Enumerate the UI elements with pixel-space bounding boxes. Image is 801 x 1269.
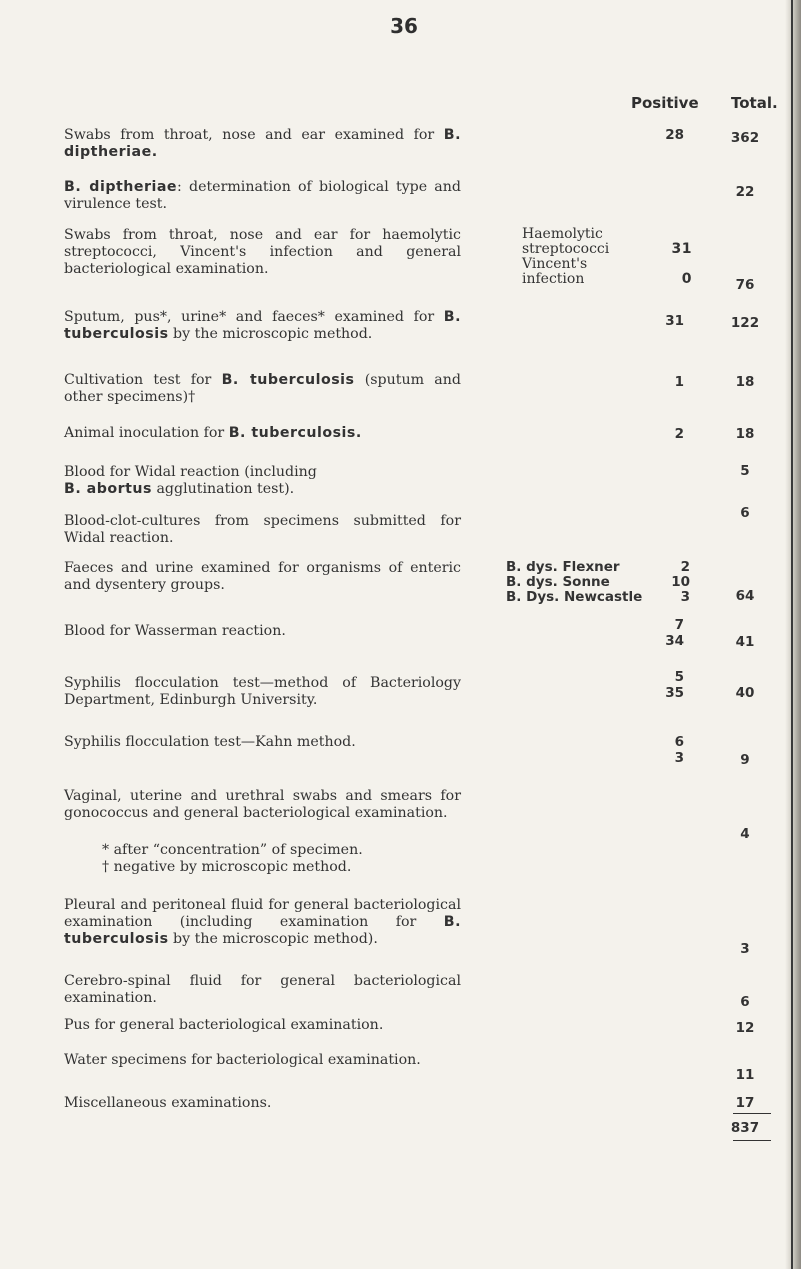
positive-value: 7 — [674, 617, 684, 633]
positive-value: 28 — [665, 127, 684, 143]
dysentery-breakdown — [506, 560, 690, 605]
breakdown-row: streptococci 31 — [522, 241, 692, 257]
breakdown-row: B. dys. Sonne 10 — [506, 574, 690, 590]
total-value: 9 — [740, 752, 750, 768]
row-description: Syphilis flocculation test—method of Bacteriology Department, Edinburgh University. — [64, 675, 461, 708]
organism-name: B. abortus — [64, 481, 152, 497]
positive-value: 1 — [674, 374, 684, 390]
row-description: B. diptheriae: determination of biological type and virulence test. — [64, 179, 461, 212]
total-column-header: Total. — [731, 94, 778, 112]
breakdown-row: B. dys. Flexner 2 — [506, 559, 690, 575]
total-value: 41 — [735, 634, 755, 650]
row-description: Blood-clot-cultures from specimens submitted for Widal reaction. — [64, 513, 461, 546]
row-description: Animal inoculation for B. tuberculosis. — [64, 425, 362, 441]
total-value: 6 — [740, 994, 750, 1010]
row-description: Faeces and urine examined for organisms of enteric and dysentery groups. — [64, 560, 461, 593]
row-description: Swabs from throat, nose and ear examined for B. diptheriae. — [64, 127, 461, 160]
positive-value: 2 — [674, 426, 684, 442]
organism-name: B. tuberculosis. — [228, 425, 362, 441]
row-description: Vaginal, uterine and urethral swabs and smears for gonococcus and general bacteriological examination. — [64, 788, 461, 821]
total-value: 6 — [740, 505, 750, 521]
organism-name: B. tuberculosis — [64, 309, 461, 342]
organism-name: B. tuberculosis — [221, 372, 355, 388]
total-rule — [733, 1113, 771, 1114]
positive-column-header: Positive — [631, 94, 699, 112]
row-description: Swabs from throat, nose and ear for haemolytic streptococci, Vincent's infection and general bacteriological examination. — [64, 227, 461, 277]
total-value: 22 — [735, 184, 755, 200]
positive-value: 31 — [665, 313, 684, 329]
positive-value: 34 — [665, 633, 684, 649]
row-description: Pus for general bacteriological examination. — [64, 1017, 384, 1033]
total-value: 3 — [740, 941, 750, 957]
organism-name: B. diptheriae — [64, 179, 178, 195]
total-value: 362 — [730, 130, 760, 146]
total-value: 122 — [730, 315, 760, 331]
positive-value: 5 — [674, 669, 684, 685]
haemolytic-breakdown — [522, 227, 692, 287]
footnote-concentration: * after “concentration” of specimen. — [102, 842, 363, 858]
footnotes — [102, 842, 482, 876]
total-underline — [733, 1140, 771, 1141]
total-value: 11 — [735, 1067, 755, 1083]
row-description: Water specimens for bacteriological examination. — [64, 1052, 421, 1068]
page-edge-shadow — [785, 0, 801, 1269]
row-description: Pleural and peritoneal fluid for general bacteriological examination (including examination for B. tuberculosis by the microscopic method). — [64, 897, 461, 947]
total-value: 64 — [735, 588, 755, 604]
organism-name: B. tuberculosis — [64, 914, 461, 947]
total-value: 76 — [735, 277, 755, 293]
row-description: Cerebro-spinal fluid for general bacteriological examination. — [64, 973, 461, 1006]
positive-value: 6 — [674, 734, 684, 750]
total-value: 17 — [735, 1095, 755, 1111]
row-description: Sputum, pus*, urine* and faeces* examined for B. tuberculosis by the microscopic method. — [64, 309, 461, 342]
organism-name: B. diptheriae. — [64, 127, 461, 160]
footnote-negative: † negative by microscopic method. — [102, 859, 352, 875]
grand-total: 837 — [730, 1120, 760, 1136]
breakdown-row: B. Dys. Newcastle 3 — [506, 589, 690, 605]
total-value: 18 — [735, 374, 755, 390]
row-description: Blood for Widal reaction (including B. abortus agglutination test). — [64, 464, 317, 497]
total-value: 18 — [735, 426, 755, 442]
row-description: Blood for Wasserman reaction. — [64, 623, 286, 639]
total-value: 40 — [735, 685, 755, 701]
positive-value: 3 — [674, 750, 684, 766]
breakdown-row: Haemolytic — [522, 226, 603, 242]
total-value: 4 — [740, 826, 750, 842]
row-description: Cultivation test for B. tuberculosis (sputum and other specimens)† — [64, 372, 461, 405]
page-edge-line — [791, 0, 793, 1269]
total-value: 5 — [740, 463, 750, 479]
row-description: Miscellaneous examinations. — [64, 1095, 272, 1111]
row-description: Syphilis flocculation test—Kahn method. — [64, 734, 356, 750]
breakdown-row: Vincent's — [522, 256, 588, 272]
page-number: 36 — [390, 14, 418, 38]
positive-value: 35 — [665, 685, 684, 701]
breakdown-row: infection 0 — [522, 271, 692, 287]
total-value: 12 — [735, 1020, 755, 1036]
